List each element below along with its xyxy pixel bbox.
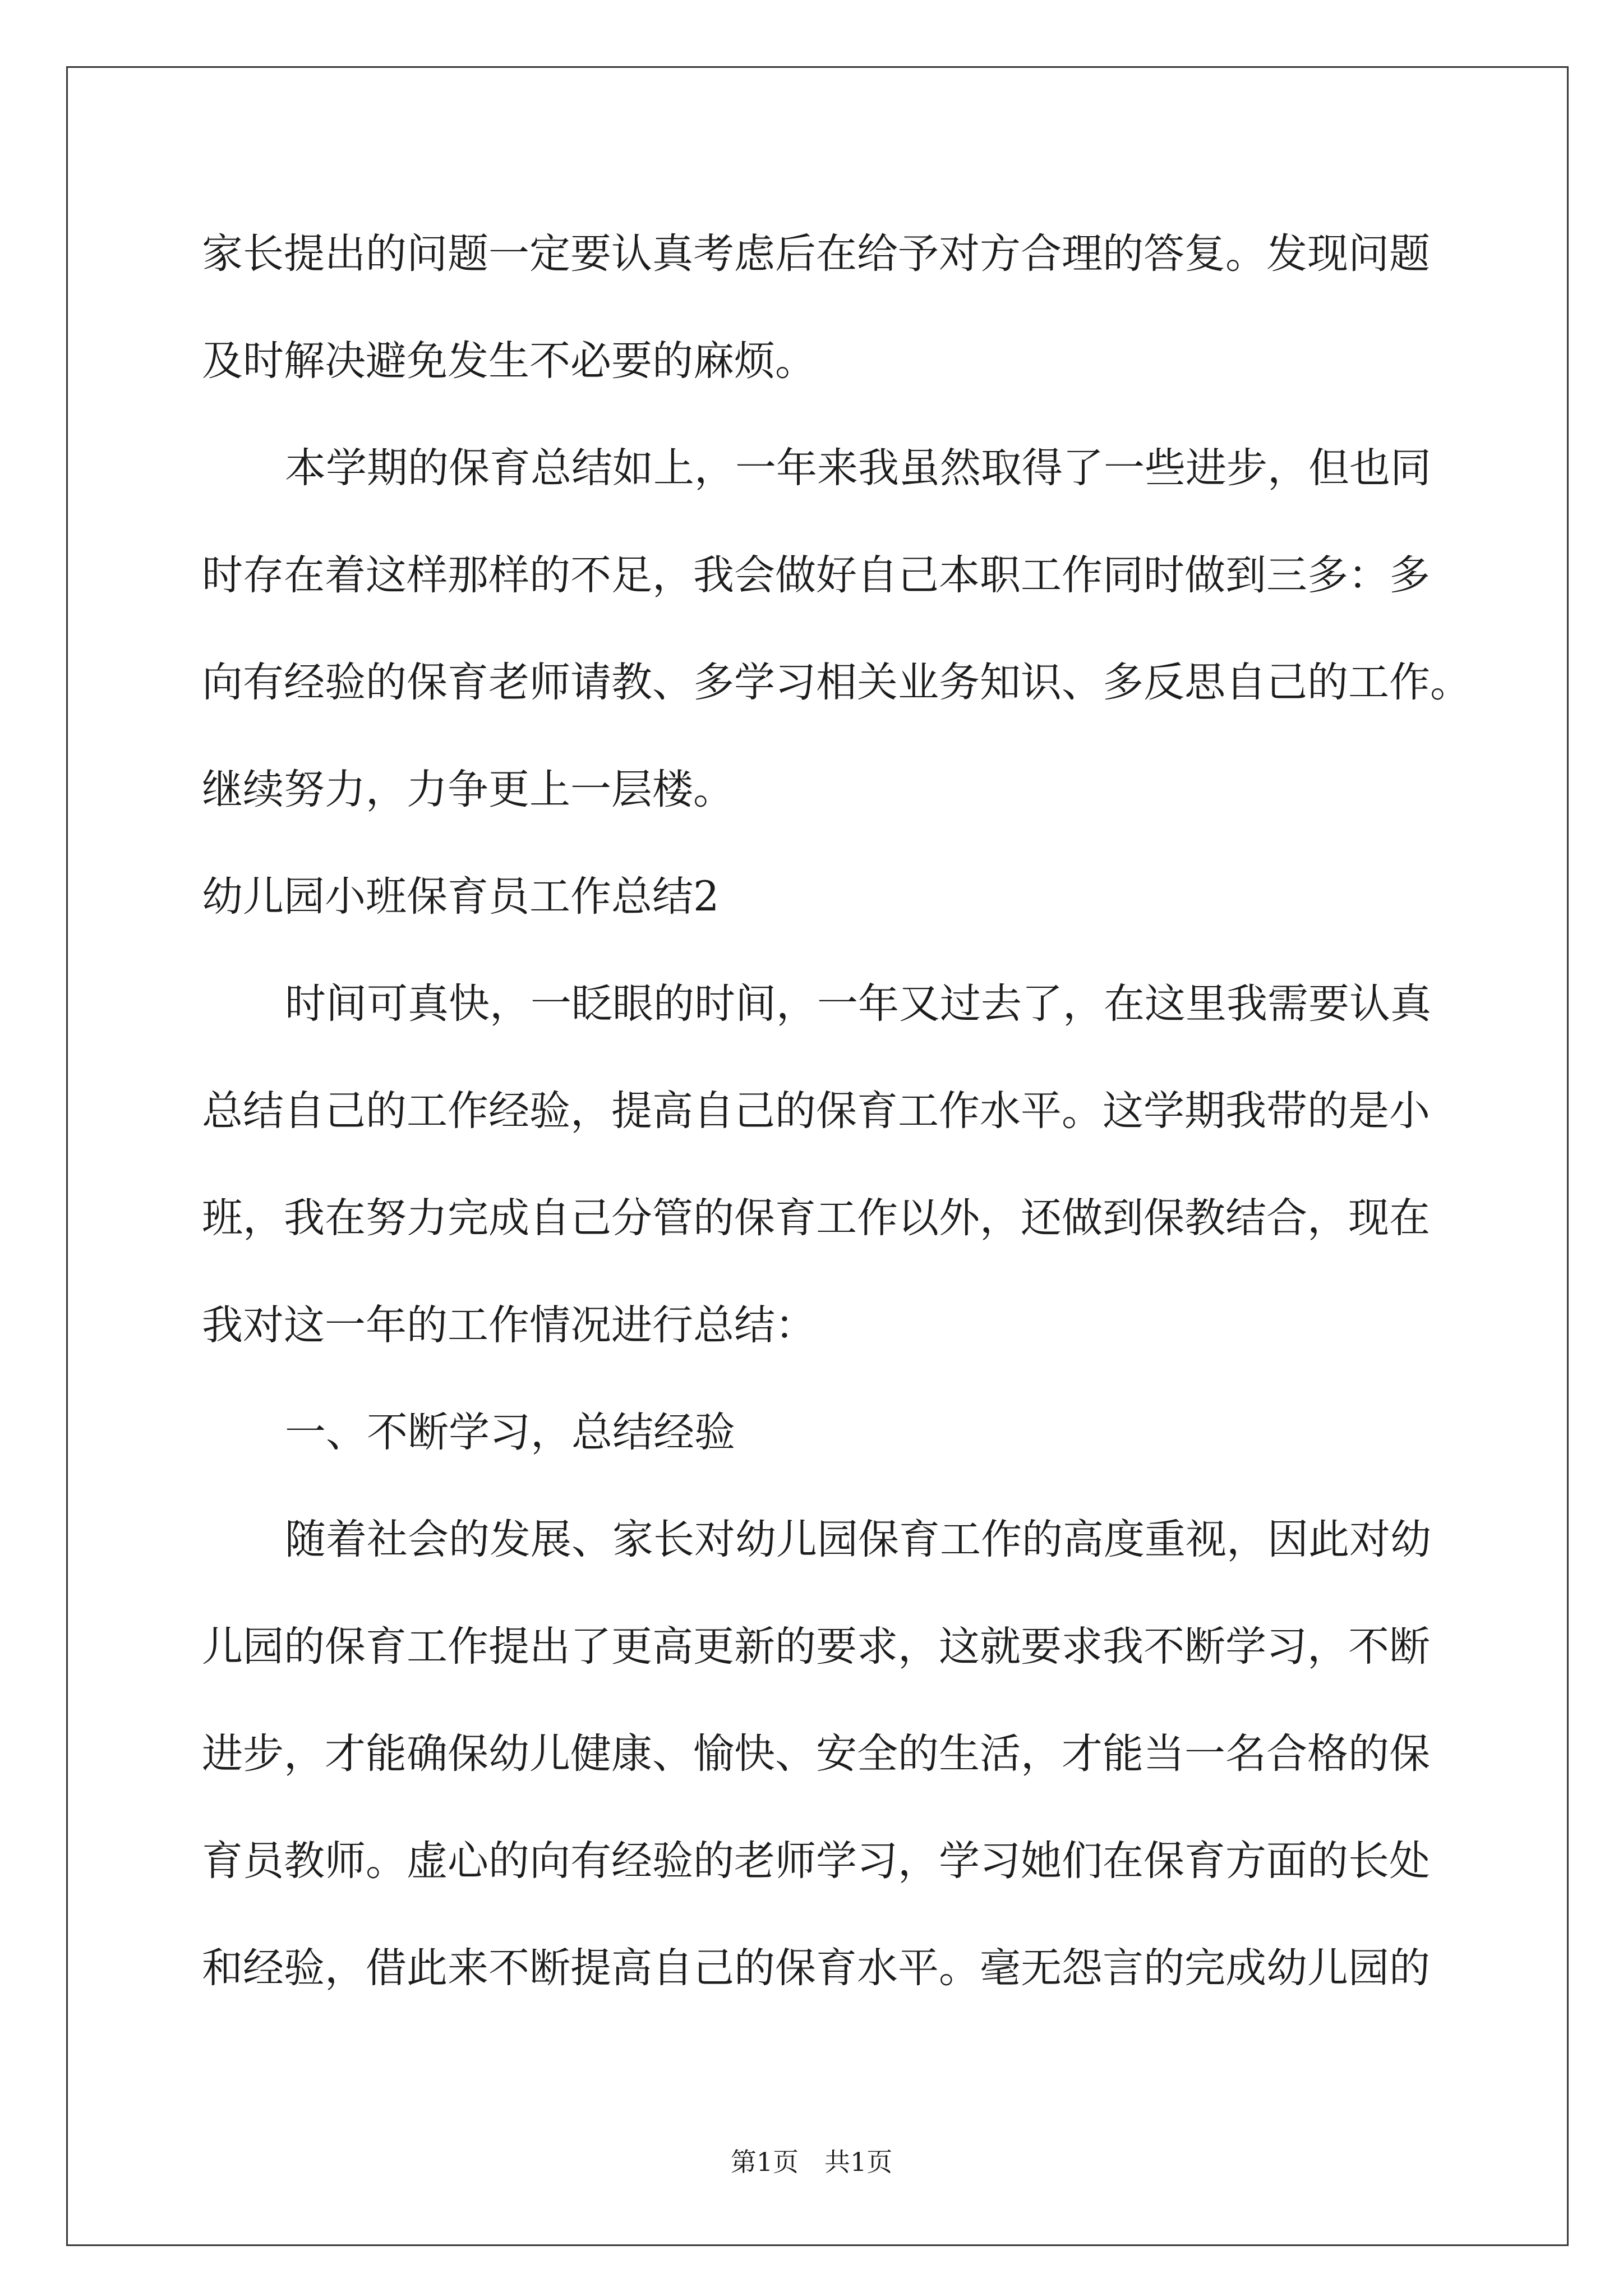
paragraph-line: 时间可真快，一眨眼的时间，一年又过去了，在这里我需要认真 (285, 980, 1431, 1028)
paragraph-line: 家长提出的问题一定要认真考虑后在给予对方合理的答复。发现问题 (202, 230, 1430, 278)
paragraph-line: 本学期的保育总结如上，一年来我虽然取得了一些进步，但也同 (285, 444, 1431, 492)
paragraph-line: 随着社会的发展、家长对幼儿园保育工作的高度重视，因此对幼 (285, 1516, 1431, 1563)
paragraph-line: 向有经验的保育老师请教、多学习相关业务知识、多反思自己的工作。 (202, 659, 1471, 706)
paragraph-line: 儿园的保育工作提出了更高更新的要求，这就要求我不断学习，不断 (202, 1623, 1430, 1671)
continued-paragraph (202, 200, 1548, 415)
paragraph-line: 我对这一年的工作情况进行总结： (202, 1301, 816, 1349)
paragraph-line: 育员教师。虚心的向有经验的老师学习，学习她们在保育方面的长处 (202, 1837, 1430, 1885)
paragraph-line: 进步，才能确保幼儿健康、愉快、安全的生活，才能当一名合格的保 (202, 1730, 1430, 1778)
paragraph-line: 时存在着这样那样的不足，我会做好自己本职工作同时做到三多：多 (202, 551, 1430, 599)
closing-paragraph (202, 415, 1548, 843)
section-title: 幼儿园小班保育员工作总结2 (202, 873, 720, 921)
paragraph-line: 总结自己的工作经验，提高自己的保育工作水平。这学期我带的是小 (202, 1087, 1430, 1135)
page-number-footer: 第1页 共1页 (730, 2147, 893, 2177)
learning-paragraph (202, 1486, 1548, 2022)
intro-paragraph (202, 950, 1548, 1379)
paragraph-line: 继续努力，力争更上一层楼。 (202, 766, 734, 813)
paragraph-line: 班，我在努力完成自己分管的保育工作以外，还做到保教结合，现在 (202, 1194, 1430, 1242)
subheading: 一、不断学习，总结经验 (285, 1409, 735, 1456)
document-body (202, 200, 1548, 2022)
paragraph-line: 及时解决避免发生不必要的麻烦。 (202, 337, 816, 385)
paragraph-line: 和经验，借此来不断提高自己的保育水平。毫无怨言的完成幼儿园的 (202, 1944, 1430, 1992)
